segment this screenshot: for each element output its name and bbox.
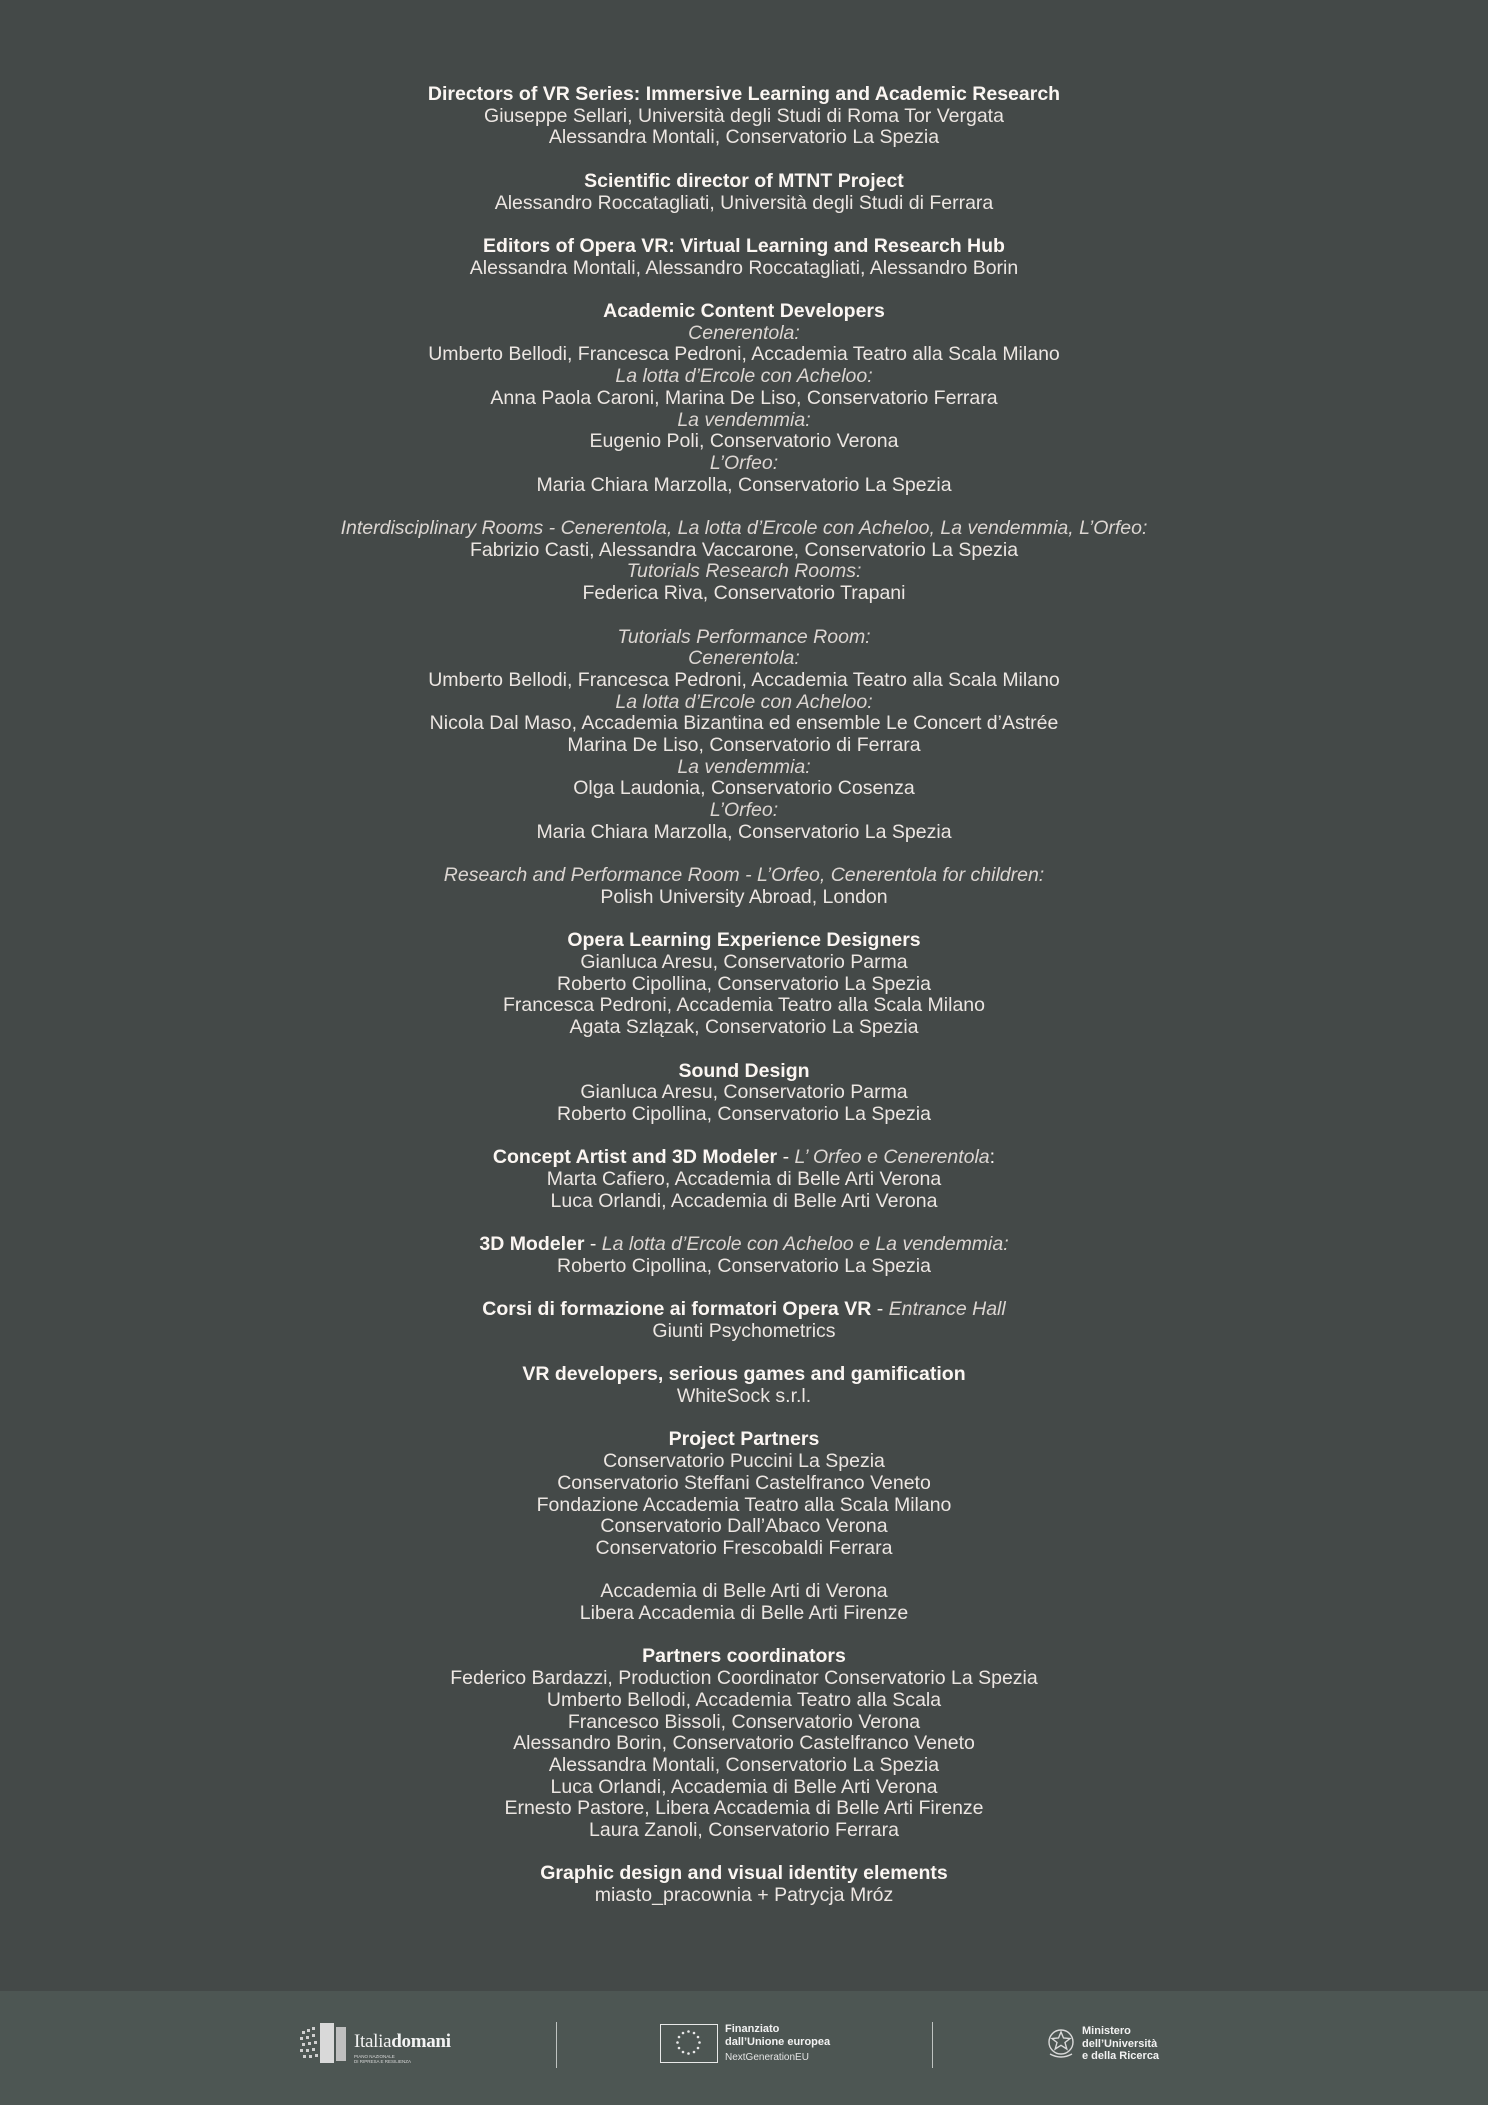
credit-line: WhiteSock s.r.l.: [676, 1385, 812, 1407]
credit-line: Alessandra Montali, Conservatorio La Spezia: [548, 1753, 940, 1776]
credit-line: Laura Zanoli, Conservatorio Ferrara: [589, 1819, 899, 1842]
credit-line: Agata Szlązak, Conservatorio La Spezia: [569, 1016, 919, 1039]
credit-heading: Scientific director of MTNT Project: [584, 169, 904, 192]
credit-heading: Corsi di formazione ai formatori Opera VR - Entrance Hall: [482, 1298, 1006, 1321]
credit-line: Giuseppe Sellari, Università degli Studi di Roma Tor Vergata: [484, 104, 1004, 127]
credit-section: [0, 1429, 1488, 1559]
credit-subheading: La vendemmia:: [677, 755, 811, 778]
eu-text-line3: NextGenerationEU: [725, 2052, 809, 2063]
credit-line: Accademia di Belle Arti di Verona: [600, 1580, 888, 1603]
credit-section: [0, 1299, 1488, 1342]
footer-divider: [556, 2022, 557, 2068]
credit-subheading: Interdisciplinary Rooms - Cenerentola, La lotta d’Ercole con Acheloo, La vendemmia, L’Orfeo:: [340, 517, 1148, 539]
italian-emblem-icon: [1045, 2025, 1077, 2061]
credit-line: Fondazione Accademia Teatro alla Scala Milano: [536, 1493, 952, 1516]
credit-subheading: Tutorials Performance Room:: [617, 625, 871, 648]
credit-line: Polish University Abroad, London: [600, 885, 888, 908]
eu-flag-icon: [660, 2024, 718, 2063]
italia-domani-tagline: PIANO NAZIONALE DI RIPRESA E RESILIENZA: [354, 2054, 412, 2064]
credit-subheading: La lotta d’Ercole con Acheloo:: [615, 690, 873, 713]
credit-line: Conservatorio Puccini La Spezia: [603, 1450, 885, 1473]
credit-line: Federico Bardazzi, Production Coordinator Conservatorio La Spezia: [450, 1667, 1038, 1690]
credit-section: [0, 1581, 1488, 1624]
credit-line: Ernesto Pastore, Libera Accademia di Belle Arti Firenze: [504, 1797, 984, 1820]
credit-line: Federica Riva, Conservatorio Trapani: [582, 582, 906, 605]
credit-line: Francesco Bissoli, Conservatorio Verona: [567, 1710, 921, 1733]
credit-subheading: La vendemmia:: [677, 408, 811, 431]
credit-heading: VR developers, serious games and gamification: [522, 1363, 966, 1386]
credit-subheading: L’Orfeo:: [709, 799, 779, 822]
credit-line: Roberto Cipollina, Conservatorio La Spezia: [557, 972, 931, 995]
credit-heading: Sound Design: [678, 1059, 810, 1082]
credit-heading: Directors of VR Series: Immersive Learning and Academic Research: [427, 83, 1061, 105]
credit-line: Maria Chiara Marzolla, Conservatorio La Spezia: [536, 473, 952, 496]
credit-subheading: Cenerentola:: [688, 647, 800, 670]
footer-logos: [0, 1991, 1488, 2105]
credit-section: [0, 301, 1488, 496]
credit-line: Libera Accademia di Belle Arti Firenze: [579, 1602, 909, 1624]
credit-heading: Opera Learning Experience Designers: [567, 929, 921, 952]
credit-line: Eugenio Poli, Conservatorio Verona: [589, 430, 899, 453]
credit-line: Gianluca Aresu, Conservatorio Parma: [580, 1081, 908, 1104]
credit-subheading: Cenerentola:: [688, 321, 800, 344]
credit-line: Anna Paola Caroni, Marina De Liso, Conservatorio Ferrara: [490, 386, 998, 409]
credit-heading: Graphic design and visual identity elements: [540, 1862, 948, 1885]
eu-text-line2: dall’Unione europea: [725, 2036, 831, 2048]
credit-line: Gianluca Aresu, Conservatorio Parma: [580, 951, 908, 974]
credit-line: Alessandra Montali, Conservatorio La Spezia: [548, 126, 940, 149]
credit-line: Conservatorio Dall’Abaco Verona: [600, 1515, 888, 1538]
italia-domani-wordmark: Italiadomani: [354, 2031, 451, 2052]
credit-line: Umberto Bellodi, Francesca Pedroni, Accademia Teatro alla Scala Milano: [428, 668, 1060, 691]
credit-line: Marina De Liso, Conservatorio di Ferrara: [567, 734, 921, 757]
credit-heading: 3D Modeler - La lotta d’Ercole con Acheloo e La vendemmia:: [479, 1233, 1009, 1256]
credit-section: [0, 84, 1488, 149]
credit-section: [0, 171, 1488, 214]
credit-subheading: Research and Performance Room - L’Orfeo, Cenerentola for children:: [443, 864, 1045, 887]
credit-line: Maria Chiara Marzolla, Conservatorio La Spezia: [536, 820, 952, 843]
credit-subheading: L’Orfeo:: [709, 451, 779, 474]
credit-line: Alessandro Borin, Conservatorio Castelfranco Veneto: [513, 1732, 975, 1755]
credit-line: Nicola Dal Maso, Accademia Bizantina ed ensemble Le Concert d’Astrée: [429, 712, 1059, 735]
credit-line: Fabrizio Casti, Alessandra Vaccarone, Conservatorio La Spezia: [469, 538, 1019, 561]
credit-section: [0, 1364, 1488, 1407]
credit-line: Olga Laudonia, Conservatorio Cosenza: [573, 777, 915, 800]
credit-line: Umberto Bellodi, Francesca Pedroni, Accademia Teatro alla Scala Milano: [428, 343, 1060, 366]
credit-section: [0, 236, 1488, 279]
ministry-logo: [1045, 2025, 1185, 2065]
eu-text-line1: Finanziato: [725, 2023, 780, 2035]
credit-line: Umberto Bellodi, Accademia Teatro alla Scala: [546, 1688, 942, 1711]
credit-line: Luca Orlandi, Accademia di Belle Arti Verona: [550, 1775, 938, 1798]
credit-line: Roberto Cipollina, Conservatorio La Spezia: [557, 1254, 931, 1277]
credit-line: Giunti Psychometrics: [652, 1319, 836, 1342]
footer-divider: [932, 2022, 933, 2068]
credit-subheading: Tutorials Research Rooms:: [626, 560, 862, 583]
credit-line: miasto_pracownia + Patrycja Mróz: [594, 1884, 894, 1907]
credit-section: [0, 865, 1488, 908]
credit-line: Roberto Cipollina, Conservatorio La Spezia: [557, 1102, 931, 1125]
credit-heading: Concept Artist and 3D Modeler - L’ Orfeo e Cenerentola:: [492, 1146, 996, 1169]
credit-line: Conservatorio Steffani Castelfranco Veneto: [557, 1471, 931, 1494]
credit-line: Luca Orlandi, Accademia di Belle Arti Verona: [550, 1189, 938, 1212]
credit-section: [0, 1863, 1488, 1906]
ministry-text: Ministero dell’Università e della Ricerca: [1082, 2025, 1160, 2062]
credit-section: [0, 930, 1488, 1039]
credit-section: [0, 1234, 1488, 1277]
credit-heading: Editors of Opera VR: Virtual Learning and Research Hub: [483, 234, 1005, 257]
credit-subheading: La lotta d’Ercole con Acheloo:: [615, 365, 873, 388]
italia-domani-icon: [298, 2021, 350, 2067]
credit-line: Marta Cafiero, Accademia di Belle Arti Verona: [546, 1168, 942, 1191]
credits-list: [0, 84, 1488, 1929]
credit-section: [0, 1147, 1488, 1212]
credit-line: Francesca Pedroni, Accademia Teatro alla Scala Milano: [503, 994, 985, 1017]
credit-line: Alessandro Roccatagliati, Università degli Studi di Ferrara: [494, 191, 994, 214]
credit-section: [0, 1646, 1488, 1841]
eu-logo: [660, 2022, 860, 2068]
credit-section: [0, 518, 1488, 605]
credit-heading: Project Partners: [668, 1428, 820, 1451]
credit-section: [0, 627, 1488, 844]
credit-section: [0, 1061, 1488, 1126]
credit-line: Alessandra Montali, Alessandro Roccatagliati, Alessandro Borin: [469, 256, 1019, 279]
credit-heading: Partners coordinators: [642, 1645, 846, 1668]
italia-domani-logo: [298, 2021, 458, 2067]
credit-line: Conservatorio Frescobaldi Ferrara: [595, 1536, 893, 1559]
credit-heading: Academic Content Developers: [603, 299, 885, 322]
